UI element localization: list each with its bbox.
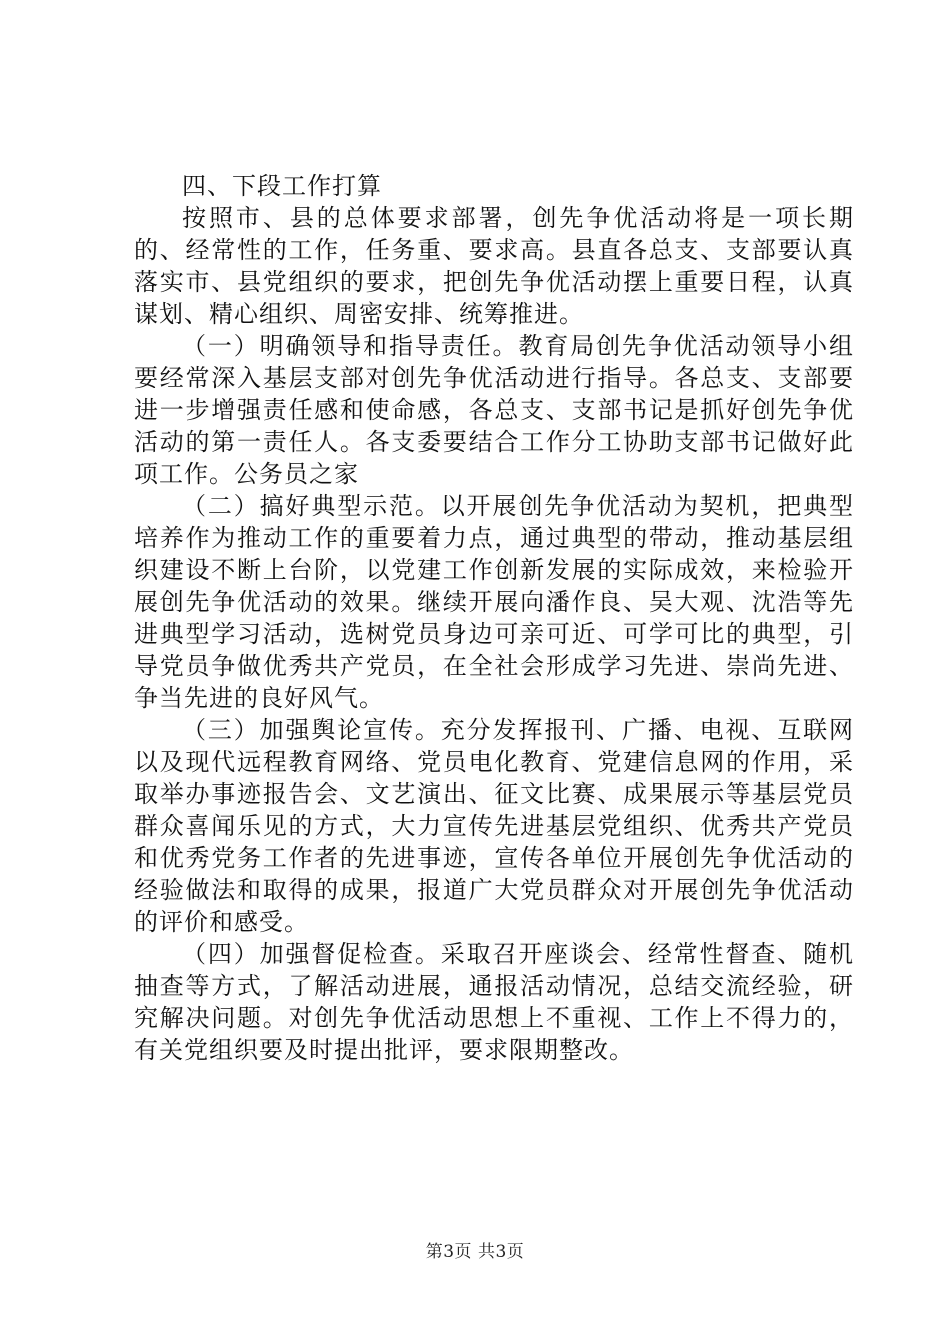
document-body	[134, 170, 854, 1066]
section-heading: 四、下段工作打算	[182, 172, 382, 200]
paragraph-intro: 按照市、县的总体要求部署，创先争优活动将是一项长期的、经常性的工作，任务重、要求高。县直各总支、支部要认真落实市、县党组织的要求，把创先争优活动摆上重要日程，认真谋划、精心组织、周密安排、统筹推进。	[134, 204, 854, 328]
page-footer: 第3页 共3页	[425, 1242, 525, 1262]
paragraph-item-4: （四）加强督促检查。采取召开座谈会、经常性督查、随机抽查等方式，了解活动进展，通报活动情况，总结交流经验，研究解决问题。对创先争优活动思想上不重视、工作上不得力的，有关党组织要及时提出批评，要求限期整改。	[134, 940, 854, 1064]
paragraph-item-2: （二）搞好典型示范。以开展创先争优活动为契机，把典型培养作为推动工作的重要着力点，通过典型的带动，推动基层组织建设不断上台阶，以党建工作创新发展的实际成效，来检验开展创先争优活动的效果。继续开展向潘作良、吴大观、沈浩等先进典型学习活动，选树党员身边可亲可近、可学可比的典型，引导党员争做优秀共产党员，在全社会形成学习先进、崇尚先进、争当先进的良好风气。	[134, 492, 854, 712]
paragraph-item-3: （三）加强舆论宣传。充分发挥报刊、广播、电视、互联网以及现代远程教育网络、党员电化教育、党建信息网的作用，采取举办事迹报告会、文艺演出、征文比赛、成果展示等基层党员群众喜闻乐见的方式，大力宣传先进基层党组织、优秀共产党员和优秀党务工作者的先进事迹，宣传各单位开展创先争优活动的经验做法和取得的成果，报道广大党员群众对开展创先争优活动的评价和感受。	[134, 716, 854, 936]
paragraph-item-1: （一）明确领导和指导责任。教育局创先争优活动领导小组要经常深入基层支部对创先争优活动进行指导。各总支、支部要进一步增强责任感和使命感，各总支、支部书记是抓好创先争优活动的第一责任人。各支委要结合工作分工协助支部书记做好此项工作。公务员之家	[134, 332, 854, 488]
